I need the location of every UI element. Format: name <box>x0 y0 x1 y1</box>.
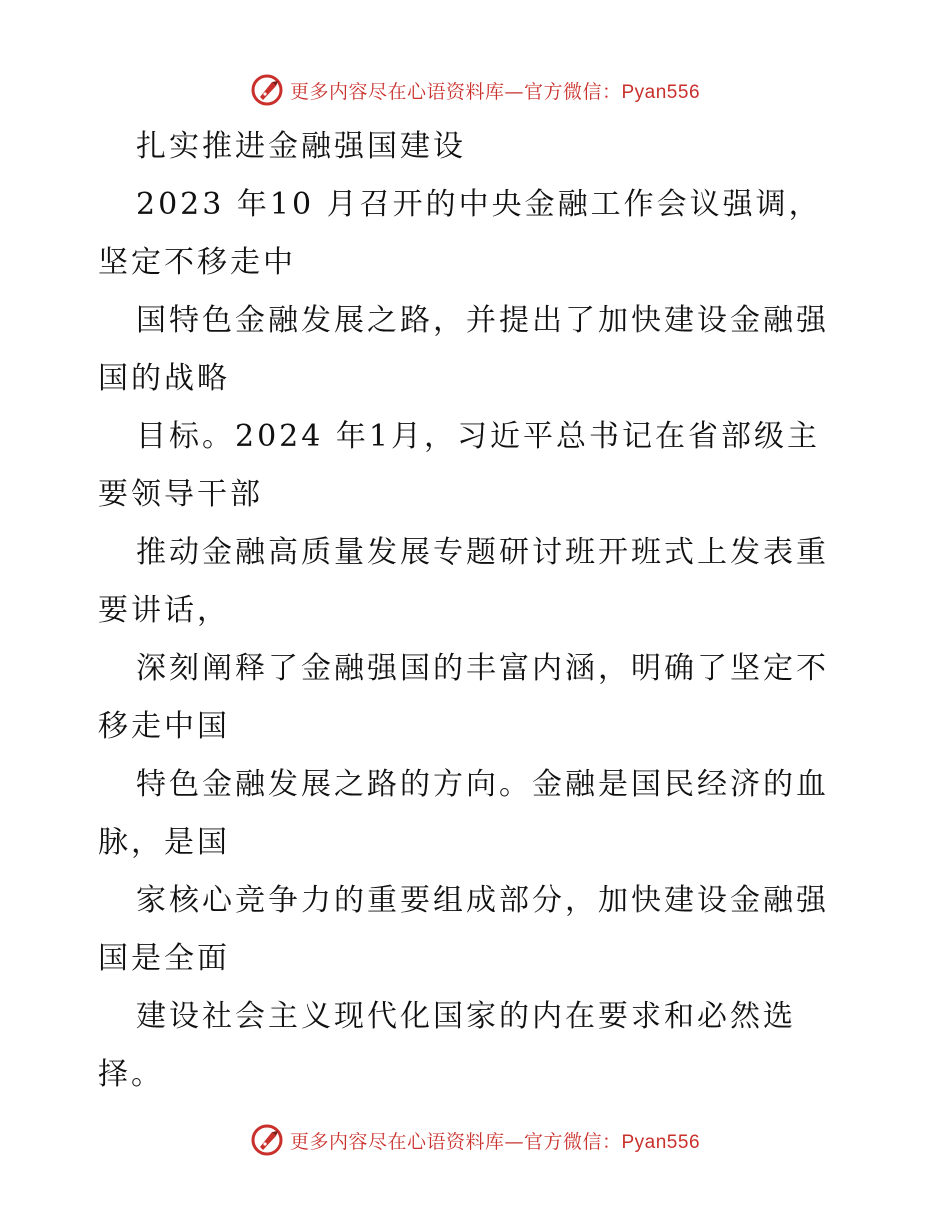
text-line: 脉，是国 <box>98 825 230 860</box>
text-line: 国特色金融发展之路，并提出了加快建设金融强 <box>136 303 829 338</box>
watermark-text: 更多内容尽在心语资料库—官方微信：Pyan556 <box>289 1130 701 1153</box>
document-body <box>98 118 858 1104</box>
watermark-footer <box>0 1120 950 1160</box>
text-line: 特色金融发展之路的方向。金融是国民经济的血 <box>136 767 829 802</box>
text-line: 建设社会主义现代化国家的内在要求和必然选 <box>136 999 796 1034</box>
pen-nib-circle-icon <box>250 1123 284 1157</box>
text-line: 坚定不移走中 <box>98 245 296 280</box>
text-line: 择。 <box>98 1057 164 1092</box>
text-line: 国是全面 <box>98 941 230 976</box>
text-line: 扎实推进金融强国建设 <box>136 129 466 164</box>
text-line: 要讲话， <box>98 593 230 628</box>
text-line: 移走中国 <box>98 709 230 744</box>
text-line: 深刻阐释了金融强国的丰富内涵，明确了坚定不 <box>136 651 829 686</box>
text-line: 推动金融高质量发展专题研讨班开班式上发表重 <box>136 535 829 570</box>
watermark-header <box>0 70 950 110</box>
text-line: 要领导干部 <box>98 477 263 512</box>
text-line: 家核心竞争力的重要组成部分，加快建设金融强 <box>136 883 829 918</box>
text-line: 国的战略 <box>98 361 230 396</box>
text-line: 目标。2024 年1月，习近平总书记在省部级主 <box>136 419 820 454</box>
pen-nib-circle-icon <box>250 73 284 107</box>
watermark-text: 更多内容尽在心语资料库—官方微信：Pyan556 <box>289 80 701 103</box>
text-line: 2023 年10 月召开的中央金融工作会议强调， <box>136 187 822 222</box>
